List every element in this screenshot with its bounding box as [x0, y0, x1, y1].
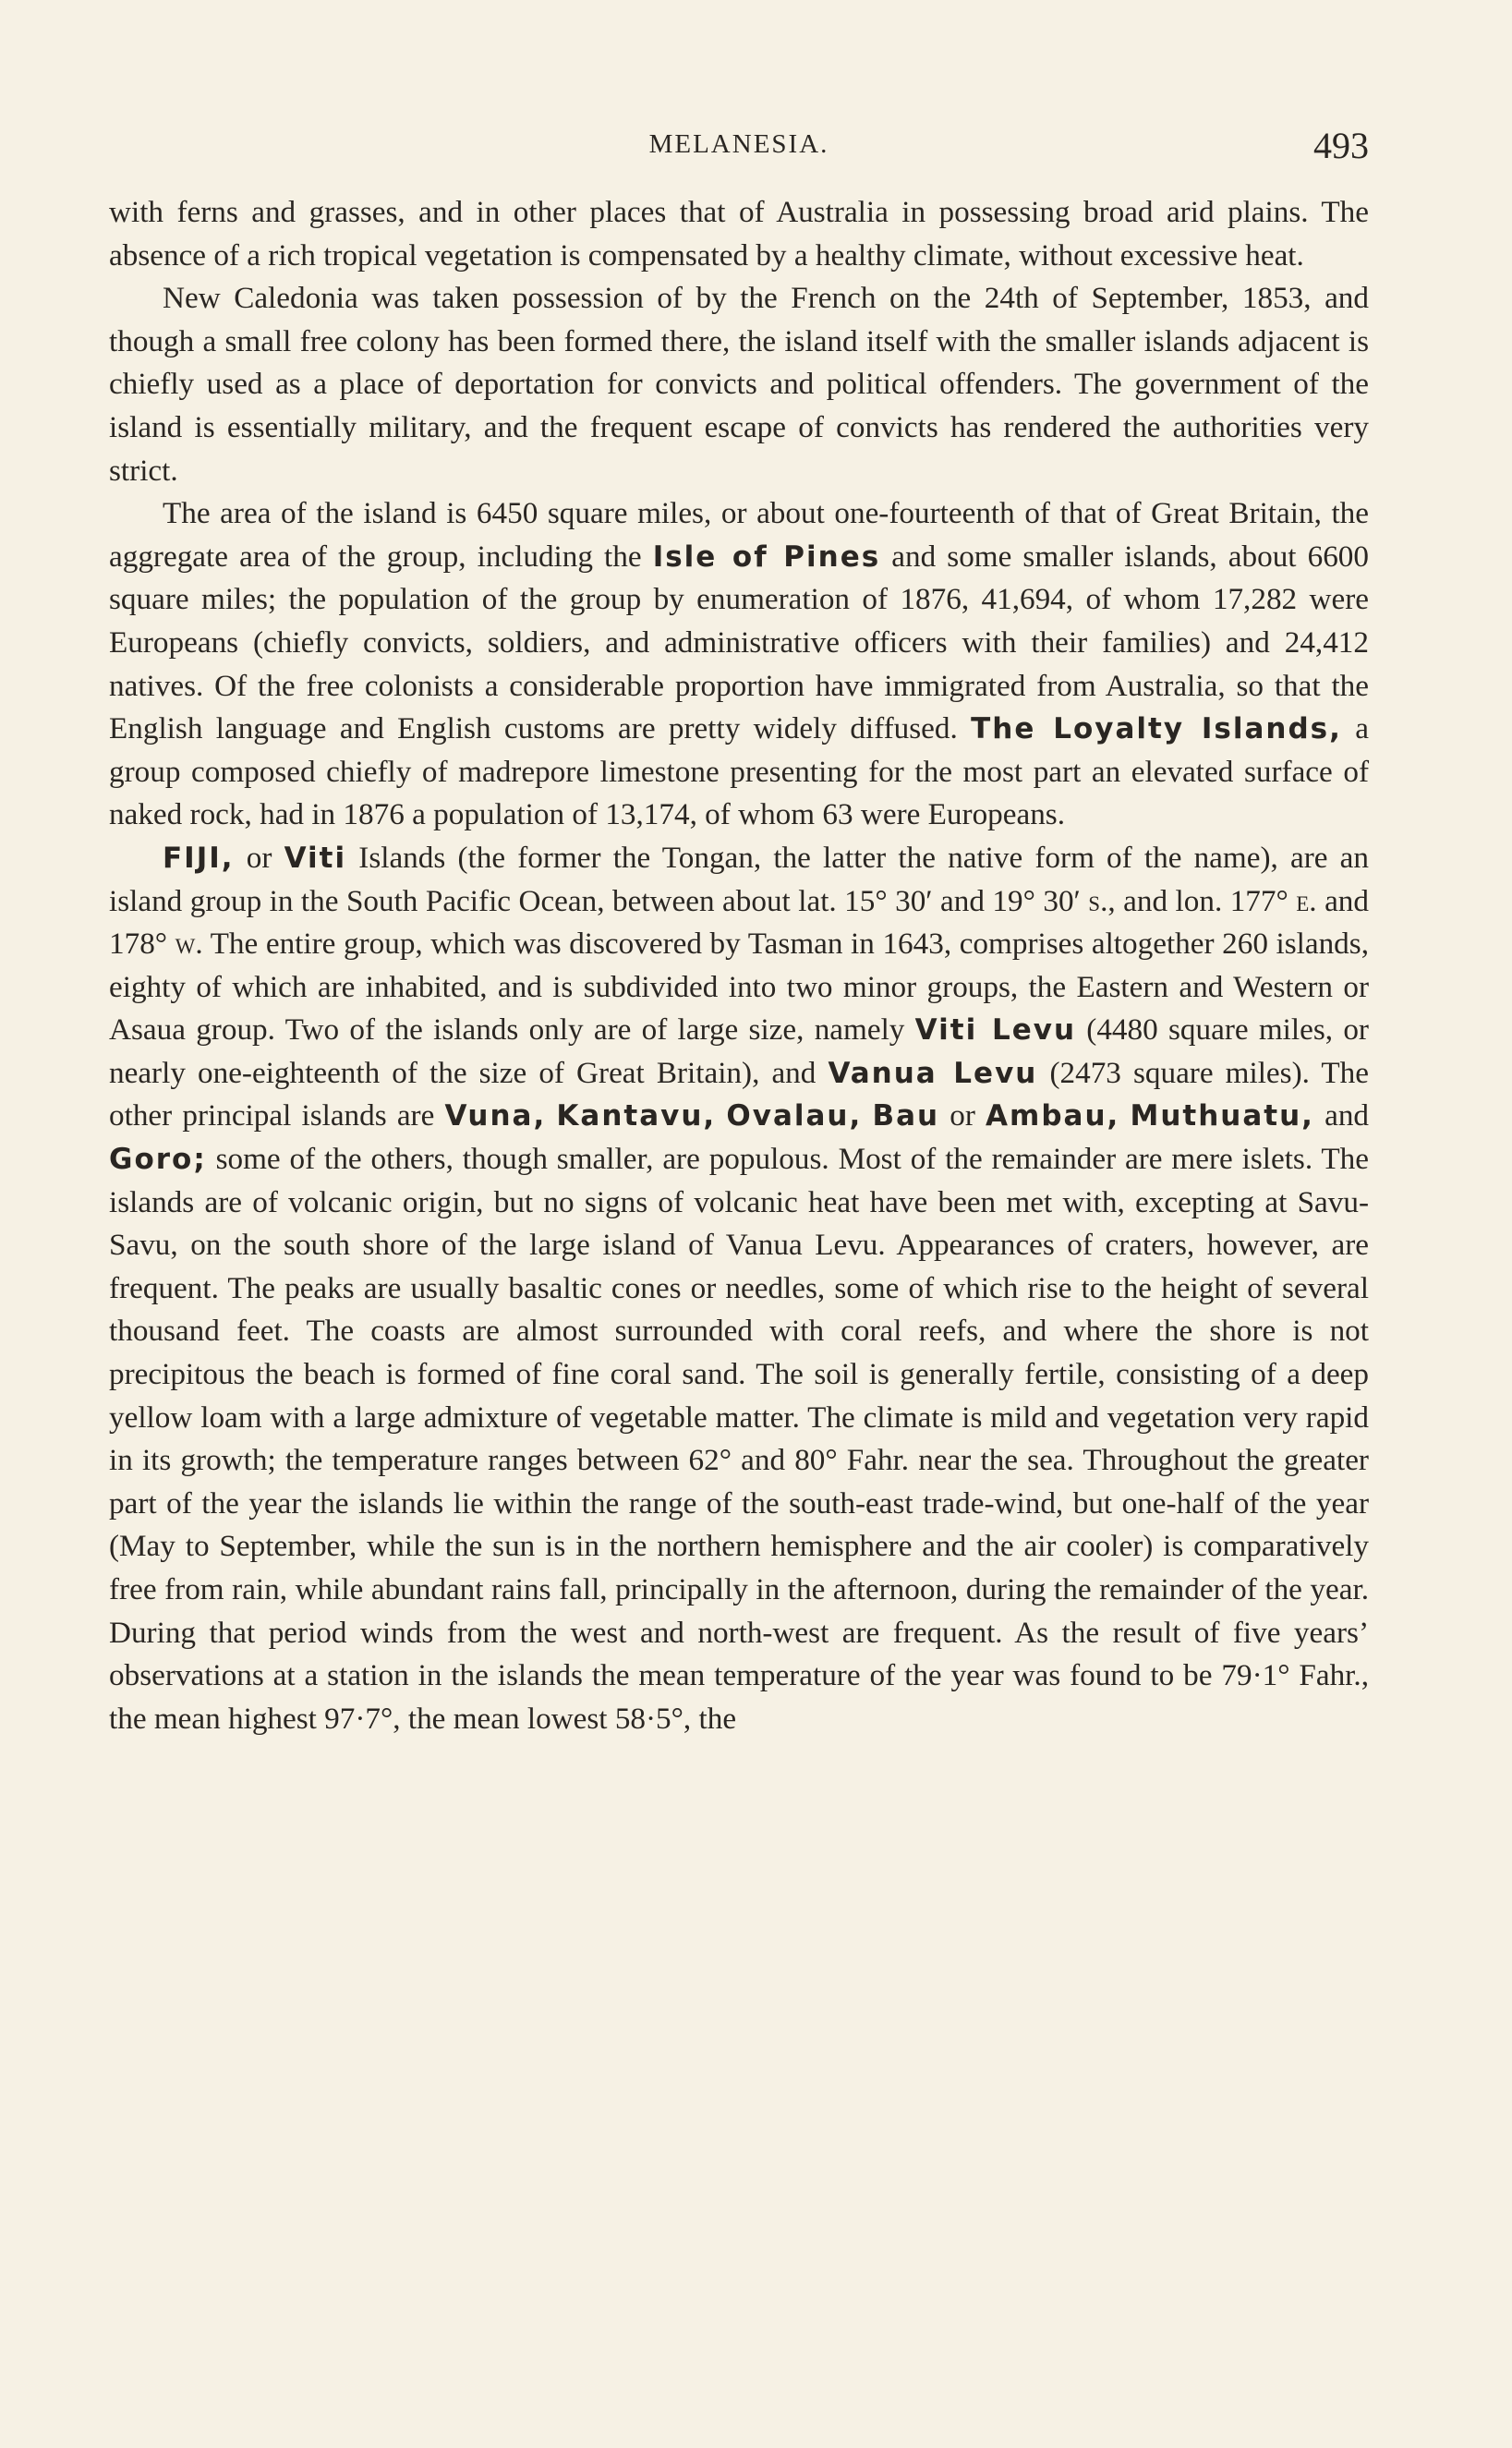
- term-fiji: FIJI,: [163, 841, 235, 875]
- paragraph-new-caledonia: [109, 277, 1369, 492]
- paragraph-4-text-10: [862, 1098, 872, 1133]
- paragraph-4-text-3: , and lon. 177°: [1107, 883, 1297, 918]
- paragraph-4-text-2: Islands (the former the Tongan, the latter the native form of the name), are an island group in the South Pacific Ocean, between about lat. 15° 30′ and 19° 30′: [109, 840, 1369, 918]
- term-viti: Viti: [284, 841, 347, 875]
- term-bau: Bau: [872, 1099, 940, 1133]
- paragraph-1: [109, 191, 1369, 277]
- paragraph-4-text-5: The entire group, which was discovered by Tasman in 1643, comprises altogether 260 islands, eighty of which are inhabited, and is subdivided into two minor groups, the Eastern and Western or Asaua group. Two of the islands only are of large size, namely: [109, 927, 1369, 1048]
- paragraph-2-text: New Caledonia was taken possession of by the French on the 24th of September, 1853, and though a small free colony has been formed there, the island itself with the smaller islands adjacent is chiefly used as a place of deportation for convicts and political offenders. The government of the island is essentially military, and the frequent escape of convicts has rendered the authorities very strict.: [109, 281, 1369, 488]
- paragraph-3-text-3: a group composed chiefly of madrepore limestone presenting for the most part an elevated surface of naked rock, had in 1876 a population of 13,174, of whom 63 were Europeans.: [109, 711, 1369, 832]
- term-goro: Goro;: [109, 1143, 207, 1177]
- page-header: [109, 125, 1369, 177]
- paragraph-3-text-2: and some smaller islands, about 6600 square miles; the population of the group by enumeration of 1876, 41,694, of whom 17,282 were Europeans (chiefly convicts, soldiers, and administrative officers with their families) and 24,412 natives. Of the free colonists a considerable proportion have immigrated from Australia, so that the English language and English customs are pretty widely diffused.: [109, 539, 1369, 746]
- page-body: [109, 191, 1369, 1740]
- paragraph-4-text-14: some of the others, though smaller, are populous. Most of the remainder are mere islets. The islands are of volcanic origin, but no signs of volcanic heat have been met with, excepting at Savu-Savu, on the south shore of the large island of Vanua Levu. Appearances of craters, however, are frequent. The peaks are usually basaltic cones or needles, some of which rise to the height of several thousand feet. The coasts are almost surrounded with coral reefs, and where the shore is not precipitous the beach is formed of fine coral sand. The soil is generally fertile, consisting of a deep yellow loam with a large admixture of vegetable matter. The climate is mild and vegetation very rapid in its growth; the temperature ranges between 62° and 80° Fahr. near the sea. Throughout the greater part of the year the islands lie within the range of the south-east trade-wind, but one-half of the year (May to September, while the sun is in the northern hemisphere and the air cooler) is comparatively free from rain, while abundant rains fall, principally in the afternoon, during the remainder of the year. During that period winds from the west and north-west are frequent. As the result of five years’ observations at a station in the islands the mean temperature of the year was found to be 79·1° Fahr., the mean highest 97·7°, the mean lowest 58·5°, the: [109, 1142, 1369, 1736]
- running-head: MELANESIA.: [648, 129, 829, 159]
- paragraph-4-text-4: and 178°: [109, 883, 1369, 962]
- paragraph-4-text-1: or: [234, 840, 284, 875]
- paragraph-4-text-11: or: [939, 1098, 986, 1133]
- term-viti-levu: Viti Levu: [914, 1013, 1077, 1048]
- term-ambau: Ambau,: [986, 1099, 1120, 1133]
- paragraph-4-text-13: and: [1313, 1098, 1370, 1133]
- page-number: 493: [1313, 125, 1369, 166]
- paragraph-area: [109, 492, 1369, 837]
- term-loyalty-islands: The Loyalty Islands,: [971, 712, 1342, 746]
- paragraph-4-text-12: [1119, 1098, 1130, 1133]
- abbr-south: s.: [1088, 883, 1108, 918]
- term-muthuatu: Muthuatu,: [1130, 1099, 1314, 1133]
- term-vanua-levu: Vanua Levu: [828, 1056, 1038, 1090]
- abbr-east: e.: [1296, 883, 1317, 918]
- term-kantavu: Kantavu,: [556, 1099, 717, 1133]
- paragraph-1-text: with ferns and grasses, and in other places that of Australia in possessing broad arid plains. The absence of a rich tropical vegetation is compensated by a healthy climate, without excessive heat.: [109, 195, 1369, 273]
- term-vuna: Vuna,: [444, 1099, 547, 1133]
- paragraph-3-text-1: The area of the island is 6450 square miles, or about one-fourteenth of that of Great Britain, the aggregate area of the group, including the: [109, 496, 1369, 574]
- paragraph-4-text-9: [716, 1098, 726, 1133]
- paragraph-4-text-8: [546, 1098, 556, 1133]
- paragraph-4-text-7: (2473 square miles). The other principal islands are: [109, 1055, 1370, 1133]
- paragraph-fiji: [109, 837, 1369, 1740]
- term-ovalau: Ovalau,: [726, 1099, 863, 1133]
- page-bottom-margin: [0, 2430, 1512, 2448]
- term-isle-of-pines: Isle of Pines: [652, 539, 881, 574]
- abbr-west: w.: [175, 927, 203, 962]
- paragraph-4-text-6: (4480 square miles, or nearly one-eighteenth of the size of Great Britain), and: [109, 1012, 1369, 1090]
